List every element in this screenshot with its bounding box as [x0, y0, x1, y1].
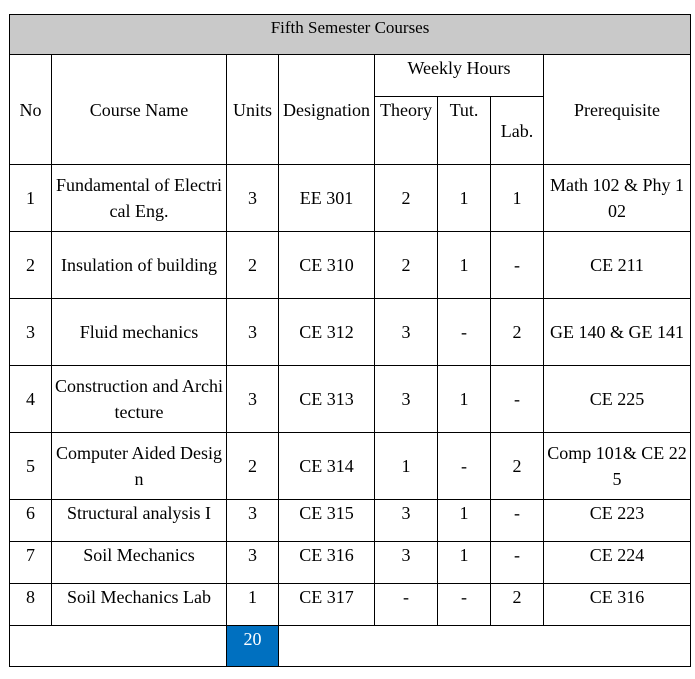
course-units: 3	[227, 165, 279, 232]
course-tut-hours: 1	[438, 542, 491, 584]
header-units: Units	[227, 55, 279, 165]
course-name: Fluid mechanics	[52, 299, 227, 366]
total-row	[10, 626, 691, 667]
course-theory-hours: 3	[375, 542, 438, 584]
table-row	[10, 542, 691, 584]
course-lab-hours: 2	[491, 433, 544, 500]
course-units: 1	[227, 584, 279, 626]
course-no: 8	[10, 584, 52, 626]
course-lab-hours: 2	[491, 584, 544, 626]
course-no: 2	[10, 232, 52, 299]
course-prerequisite: Comp 101& CE 225	[544, 433, 691, 500]
course-lab-hours: -	[491, 366, 544, 433]
course-lab-hours: 1	[491, 165, 544, 232]
course-name: Structural analysis I	[52, 500, 227, 542]
table-row	[10, 165, 691, 232]
table-row	[10, 433, 691, 500]
course-prerequisite: Math 102 & Phy 102	[544, 165, 691, 232]
header-theory: Theory	[375, 97, 438, 165]
header-prerequisite: Prerequisite	[544, 55, 691, 165]
course-no: 1	[10, 165, 52, 232]
course-theory-hours: 3	[375, 500, 438, 542]
course-tut-hours: -	[438, 299, 491, 366]
course-prerequisite: CE 224	[544, 542, 691, 584]
course-name: Fundamental of Electrical Eng.	[52, 165, 227, 232]
course-name: Computer Aided Design	[52, 433, 227, 500]
course-theory-hours: 3	[375, 299, 438, 366]
course-no: 5	[10, 433, 52, 500]
header-course-name: Course Name	[52, 55, 227, 165]
course-tut-hours: 1	[438, 500, 491, 542]
header-lab: Lab.	[491, 97, 544, 165]
course-designation: CE 317	[279, 584, 375, 626]
course-tut-hours: -	[438, 584, 491, 626]
table-row	[10, 232, 691, 299]
course-no: 4	[10, 366, 52, 433]
course-designation: CE 312	[279, 299, 375, 366]
course-prerequisite: GE 140 & GE 141	[544, 299, 691, 366]
total-blank-cell	[10, 626, 227, 667]
course-units: 2	[227, 232, 279, 299]
table-title-row	[10, 15, 691, 55]
course-lab-hours: -	[491, 500, 544, 542]
course-designation: EE 301	[279, 165, 375, 232]
course-prerequisite: CE 223	[544, 500, 691, 542]
course-name: Soil Mechanics Lab	[52, 584, 227, 626]
total-empty-cell	[279, 626, 691, 667]
table-row	[10, 366, 691, 433]
header-tut: Tut.	[438, 97, 491, 165]
course-no: 6	[10, 500, 52, 542]
course-theory-hours: 3	[375, 366, 438, 433]
table-row	[10, 299, 691, 366]
course-no: 3	[10, 299, 52, 366]
course-designation: CE 316	[279, 542, 375, 584]
course-designation: CE 315	[279, 500, 375, 542]
course-units: 3	[227, 299, 279, 366]
course-tut-hours: 1	[438, 366, 491, 433]
course-lab-hours: -	[491, 542, 544, 584]
course-no: 7	[10, 542, 52, 584]
header-no: No	[10, 55, 52, 165]
table-row	[10, 500, 691, 542]
table-row	[10, 584, 691, 626]
course-prerequisite: CE 316	[544, 584, 691, 626]
course-prerequisite: CE 225	[544, 366, 691, 433]
header-designation: Designation	[279, 55, 375, 165]
course-designation: CE 313	[279, 366, 375, 433]
course-theory-hours: -	[375, 584, 438, 626]
course-theory-hours: 2	[375, 232, 438, 299]
course-tut-hours: -	[438, 433, 491, 500]
course-theory-hours: 2	[375, 165, 438, 232]
fifth-semester-courses-table	[9, 14, 691, 667]
header-weekly-hours: Weekly Hours	[375, 55, 544, 97]
header-row	[10, 55, 691, 97]
course-designation: CE 314	[279, 433, 375, 500]
course-lab-hours: 2	[491, 299, 544, 366]
course-units: 3	[227, 542, 279, 584]
course-designation: CE 310	[279, 232, 375, 299]
course-name: Insulation of building	[52, 232, 227, 299]
course-tut-hours: 1	[438, 165, 491, 232]
course-units: 2	[227, 433, 279, 500]
course-name: Soil Mechanics	[52, 542, 227, 584]
course-theory-hours: 1	[375, 433, 438, 500]
course-tut-hours: 1	[438, 232, 491, 299]
course-lab-hours: -	[491, 232, 544, 299]
course-units: 3	[227, 500, 279, 542]
course-units: 3	[227, 366, 279, 433]
table-title: Fifth Semester Courses	[10, 15, 691, 55]
total-units: 20	[227, 626, 279, 667]
course-prerequisite: CE 211	[544, 232, 691, 299]
course-name: Construction and Architecture	[52, 366, 227, 433]
